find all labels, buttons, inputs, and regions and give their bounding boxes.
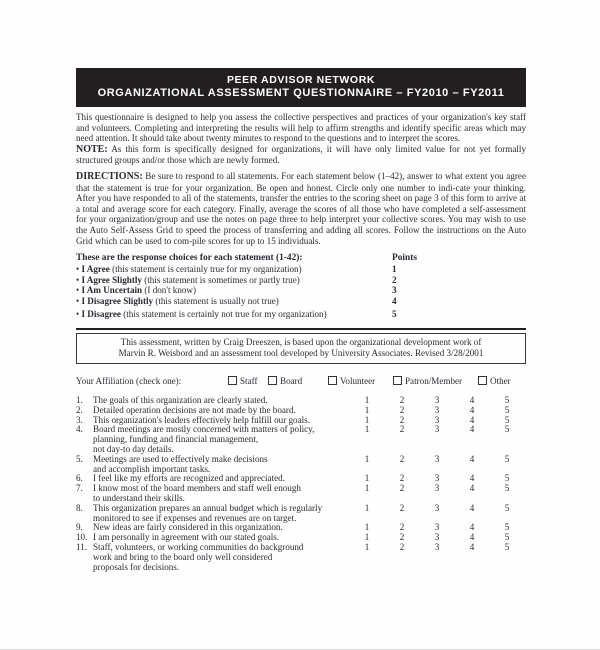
intro-paragraph: This questionnaire is designed to help you assess the collective perspectives and practices of your organization's key staff and volunteers. Completing and interpreting the results will help to affirm strengths and identify specific areas which may need attention. It should take about twenty minutes to respond to the questions and to interpret the scores. (76, 112, 526, 144)
rating-option-1[interactable]: 1 (364, 483, 370, 494)
points-column-header: Points (392, 253, 418, 264)
question-number: 1. (76, 395, 83, 406)
affiliation-option-label: Volunteer (340, 376, 376, 387)
response-choice-item (76, 275, 526, 286)
choice-label: I Agree Slightly (81, 274, 142, 285)
choice-points: 5 (392, 308, 397, 319)
rating-option-3[interactable]: 3 (434, 395, 440, 406)
rating-option-5[interactable]: 5 (504, 395, 510, 406)
affiliation-option-label: Other (490, 376, 511, 387)
rating-option-2[interactable]: 2 (399, 483, 405, 494)
document-header-bar (76, 68, 526, 107)
rating-option-1[interactable]: 1 (364, 502, 370, 513)
rating-option-4[interactable]: 4 (469, 414, 475, 425)
question-text-continued: not day-to day details. (93, 444, 174, 455)
response-choice-item (76, 309, 526, 320)
question-number: 11. (76, 542, 88, 553)
rating-option-1[interactable]: 1 (364, 542, 370, 553)
rating-option-5[interactable]: 5 (504, 424, 510, 435)
choice-bullet: • (76, 295, 80, 306)
choice-points: 3 (392, 285, 397, 296)
affiliation-option-label: Staff (240, 376, 258, 387)
attribution-line-2: Marvin R. Weisbord and an assessment tool developed by University Associates. Revised 3/28/2001 (118, 348, 484, 359)
question-text-continued: planning, funding and financial management, (93, 434, 259, 445)
rating-option-4[interactable]: 4 (469, 532, 475, 543)
question-text: I feel like my efforts are recognized and appreciated. (93, 473, 285, 484)
question-text: Detailed operation decisions are not made by the board. (93, 404, 296, 415)
rating-option-5[interactable]: 5 (504, 522, 510, 533)
choice-description: (this statement is certainly true for my organization) (109, 264, 302, 275)
rating-option-5[interactable]: 5 (504, 414, 510, 425)
directions-paragraph (76, 171, 526, 246)
question-item (76, 425, 526, 454)
choice-bullet: • (76, 308, 80, 319)
rating-option-4[interactable]: 4 (469, 542, 475, 553)
question-text: This organization prepares an annual budget which is regularly (93, 502, 323, 513)
affiliation-label: Your Affiliation (check one): (76, 376, 182, 387)
choice-label: I Am Uncertain (81, 285, 143, 296)
choice-description: (this statement is sometimes or partly true) (141, 274, 300, 285)
question-text: The goals of this organization are clearly stated. (93, 395, 268, 406)
checkbox-icon[interactable] (393, 376, 402, 385)
rating-option-2[interactable]: 2 (399, 395, 405, 406)
attribution-line-1: This assessment, written by Craig Dreeszen, is based upon the organizational development work of (120, 337, 482, 348)
rating-option-1[interactable]: 1 (364, 473, 370, 484)
rating-option-5[interactable]: 5 (504, 473, 510, 484)
choice-description: (I don't know) (142, 285, 197, 296)
question-item (76, 484, 526, 504)
choice-description: (this statement is certainly not true for my organization) (120, 308, 327, 319)
affiliation-row (76, 376, 526, 390)
question-text-continued: monitored to see if expenses and revenues are on target. (93, 512, 297, 523)
question-text: I am personally in agreement with our stated goals. (93, 532, 280, 543)
rating-option-4[interactable]: 4 (469, 395, 475, 406)
affiliation-option-patron-member[interactable] (393, 376, 462, 386)
question-number: 10. (76, 532, 88, 543)
response-choice-item (76, 296, 526, 307)
checkbox-icon[interactable] (268, 376, 277, 385)
rating-option-4[interactable]: 4 (469, 473, 475, 484)
question-text: This organization's leaders effectively help fulfill our goals. (93, 414, 310, 425)
rating-option-2[interactable]: 2 (399, 414, 405, 425)
affiliation-option-staff[interactable] (228, 376, 258, 386)
rating-option-3[interactable]: 3 (434, 424, 440, 435)
note-label: NOTE: (76, 143, 108, 155)
question-list (76, 396, 526, 572)
rating-option-1[interactable]: 1 (364, 395, 370, 406)
rating-option-3[interactable]: 3 (434, 473, 440, 484)
header-title-line-1: PEER ADVISOR NETWORK (226, 74, 376, 86)
choice-label: I Agree (81, 264, 110, 275)
question-number: 9. (76, 522, 83, 533)
rating-option-5[interactable]: 5 (504, 483, 510, 494)
choice-label: I Disagree (81, 308, 121, 319)
rating-option-3[interactable]: 3 (434, 453, 440, 464)
question-text-continued: to understand their skills. (93, 493, 185, 504)
question-item (76, 543, 526, 572)
rating-option-4[interactable]: 4 (469, 502, 475, 513)
choice-points: 4 (392, 295, 397, 306)
response-choices-heading: These are the response choices for each statement (1-42): (76, 253, 303, 264)
choice-label: I Disagree Slightly (81, 295, 154, 306)
rating-option-3[interactable]: 3 (434, 414, 440, 425)
rating-option-5[interactable]: 5 (504, 502, 510, 513)
choice-description: (this statement is usually not true) (153, 295, 279, 306)
directions-text: Be sure to respond to all statements. For each statement below (1–42), answer to what extent you agree that the statement is true for your organization. Be open and honest. Circle only one number to indi-cate your thinking. After you have responded to all of the statements, transfer the entries to the scoring sheet on page 3 of this form to arrive at a total and average score for each category. Finally, average the scores of all those who have completed a self-assessment for your organization/group and use the notes on page three to help interpret your collective scores. You may wish to use the Auto Self-Assess Grid to speed the process of transferring and adding all scores. Follow the instructions on the Auto Grid which can be used to com-pile scores for up to 15 individuals. (76, 170, 526, 246)
question-number: 6. (76, 473, 83, 484)
response-choices-block (76, 253, 526, 319)
checkbox-icon[interactable] (328, 376, 337, 385)
response-choices-heading-row (76, 253, 526, 264)
rating-option-3[interactable]: 3 (434, 532, 440, 543)
question-number: 4. (76, 424, 83, 435)
rating-option-5[interactable]: 5 (504, 532, 510, 543)
choice-points: 1 (392, 264, 397, 275)
choice-bullet: • (76, 264, 80, 275)
checkbox-icon[interactable] (478, 376, 487, 385)
rating-option-4[interactable]: 4 (469, 522, 475, 533)
rating-option-2[interactable]: 2 (399, 542, 405, 553)
choice-bullet: • (76, 274, 80, 285)
question-number: 8. (76, 502, 83, 513)
rating-option-2[interactable]: 2 (399, 502, 405, 513)
rating-option-1[interactable]: 1 (364, 404, 370, 415)
rating-option-4[interactable]: 4 (469, 483, 475, 494)
question-text-continued: proposals for decisions. (93, 561, 180, 572)
rating-option-2[interactable]: 2 (399, 404, 405, 415)
response-choice-item (76, 285, 526, 296)
question-text: New ideas are fairly considered in this organization. (93, 522, 283, 533)
document-content (76, 68, 526, 572)
affiliation-option-label: Patron/Member (405, 376, 463, 387)
rating-option-3[interactable]: 3 (434, 542, 440, 553)
rating-option-3[interactable]: 3 (434, 502, 440, 513)
question-text: I know most of the board members and staff well enough (93, 483, 301, 494)
rating-option-5[interactable]: 5 (504, 453, 510, 464)
rating-option-5[interactable]: 5 (504, 404, 510, 415)
question-text: Staff, volunteers, or working communities do background (93, 542, 304, 553)
rating-option-2[interactable]: 2 (399, 453, 405, 464)
question-number: 2. (76, 404, 83, 415)
rating-option-1[interactable]: 1 (364, 522, 370, 533)
rating-option-5[interactable]: 5 (504, 542, 510, 553)
attribution-box (76, 333, 526, 364)
affiliation-option-label: Board (280, 376, 303, 387)
affiliation-option-other[interactable] (478, 376, 511, 386)
rating-option-1[interactable]: 1 (364, 414, 370, 425)
rating-option-2[interactable]: 2 (399, 532, 405, 543)
section-divider-rule (76, 328, 526, 330)
question-number: 5. (76, 453, 83, 464)
rating-option-2[interactable]: 2 (399, 522, 405, 533)
directions-label: DIRECTIONS: (76, 170, 143, 182)
rating-option-4[interactable]: 4 (469, 453, 475, 464)
affiliation-option-volunteer[interactable] (328, 376, 375, 386)
rating-option-3[interactable]: 3 (434, 483, 440, 494)
question-text: Meetings are used to effectively make decisions (93, 453, 268, 464)
note-text: As this form is specifically designed for organizations, it will have only limited value for not yet formally structured groups and/or those which are newly formed. (76, 143, 526, 166)
rating-option-1[interactable]: 1 (364, 424, 370, 435)
checkbox-icon[interactable] (228, 376, 237, 385)
rating-option-3[interactable]: 3 (434, 522, 440, 533)
question-text: Board meetings are mostly concerned with matters of policy, (93, 424, 315, 435)
intro-note (76, 144, 526, 166)
choice-bullet: • (76, 285, 80, 296)
choice-points: 2 (392, 274, 397, 285)
rating-option-2[interactable]: 2 (399, 473, 405, 484)
question-number: 3. (76, 414, 83, 425)
rating-option-4[interactable]: 4 (469, 424, 475, 435)
question-item (76, 504, 526, 524)
question-number: 7. (76, 483, 83, 494)
header-title-line-2: ORGANIZATIONAL ASSESSMENT QUESTIONNAIRE – FY2010 – FY2011 (97, 87, 505, 99)
rating-option-3[interactable]: 3 (434, 404, 440, 415)
response-choice-item (76, 264, 526, 275)
rating-option-1[interactable]: 1 (364, 453, 370, 464)
affiliation-option-board[interactable] (268, 376, 302, 386)
question-text-continued: work and bring to the board only well considered (93, 551, 273, 562)
question-item (76, 455, 526, 475)
question-text-continued: and accomplish important tasks. (93, 463, 211, 474)
rating-option-1[interactable]: 1 (364, 532, 370, 543)
rating-option-4[interactable]: 4 (469, 404, 475, 415)
rating-option-2[interactable]: 2 (399, 424, 405, 435)
